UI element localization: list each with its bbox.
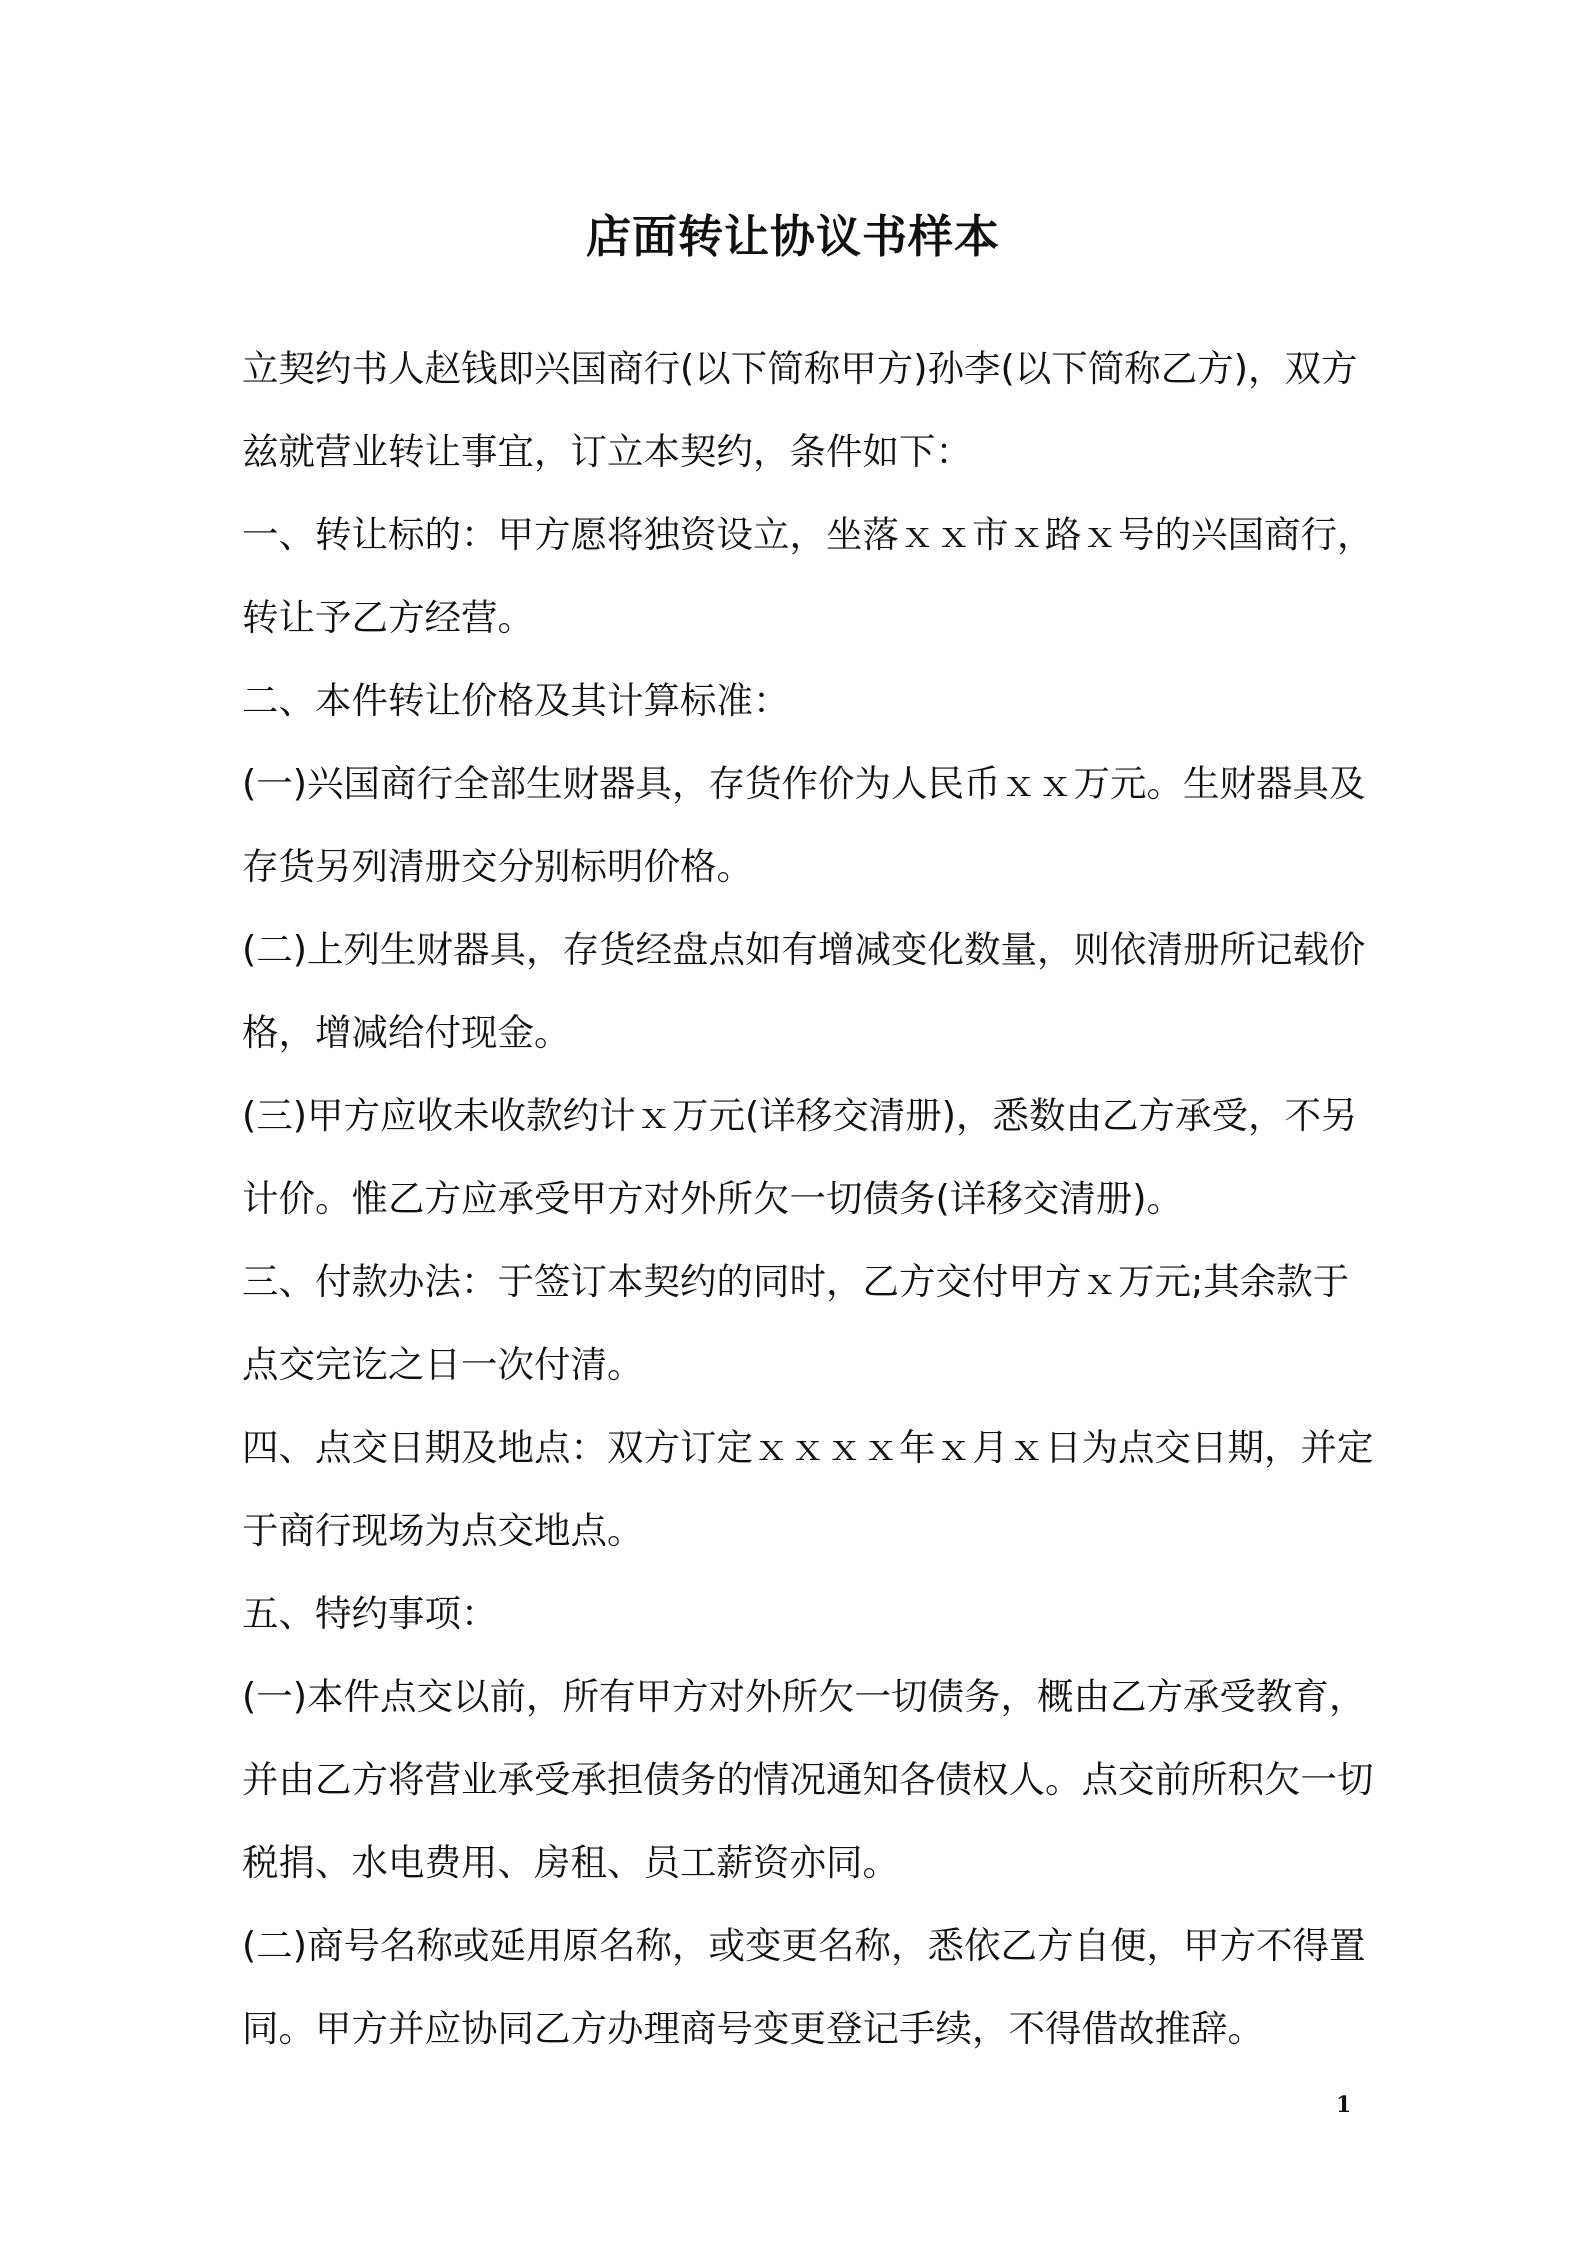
paragraph-clause-5-heading: 五、特约事项： <box>242 1592 498 1635</box>
page-number: 1 <box>1336 2092 1352 2118</box>
document-body <box>242 327 1382 2070</box>
paragraph-clause-2-heading: 二、本件转让价格及其计算标准： <box>242 679 790 722</box>
paragraph-clause-2-item-3: (三)甲方应收未收款约计ｘ万元(详移交清册)，悉数由乙方承受，不另计价。惟乙方应承受甲方对外所欠一切债务(详移交清册)。 <box>242 1094 1358 1220</box>
document-title: 店面转让协议书样本 <box>585 210 1000 263</box>
paragraph-clause-5-item-1: (一)本件点交以前，所有甲方对外所欠一切债务，概由乙方承受教育，并由乙方将营业承受承担债务的情况通知各债权人。点交前所积欠一切税捐、水电费用、房租、员工薪资亦同。 <box>242 1675 1374 1884</box>
paragraph-clause-5-item-2: (二)商号名称或延用原名称，或变更名称，悉依乙方自便，甲方不得置同。甲方并应协同乙方办理商号变更登记手续，不得借故推辞。 <box>242 1924 1366 2050</box>
paragraph-intro: 立契约书人赵钱即兴国商行(以下简称甲方)孙李(以下简称乙方)，双方兹就营业转让事宜，订立本契约，条件如下： <box>242 347 1358 473</box>
paragraph-clause-3: 三、付款办法：于签订本契约的同时，乙方交付甲方ｘ万元;其余款于点交完讫之日一次付清。 <box>242 1260 1350 1386</box>
paragraph-clause-2-item-2: (二)上列生财器具，存货经盘点如有增减变化数量，则依清册所记载价格，增减给付现金。 <box>242 928 1366 1054</box>
paragraph-clause-2-item-1: (一)兴国商行全部生财器具，存货作价为人民币ｘｘ万元。生财器具及存货另列清册交分别标明价格。 <box>242 762 1366 888</box>
paragraph-clause-4: 四、点交日期及地点：双方订定ｘｘｘｘ年ｘ月ｘ日为点交日期，并定于商行现场为点交地点。 <box>242 1426 1374 1552</box>
paragraph-clause-1: 一、转让标的：甲方愿将独资设立，坐落ｘｘ市ｘ路ｘ号的兴国商行，转让予乙方经营。 <box>242 513 1374 639</box>
